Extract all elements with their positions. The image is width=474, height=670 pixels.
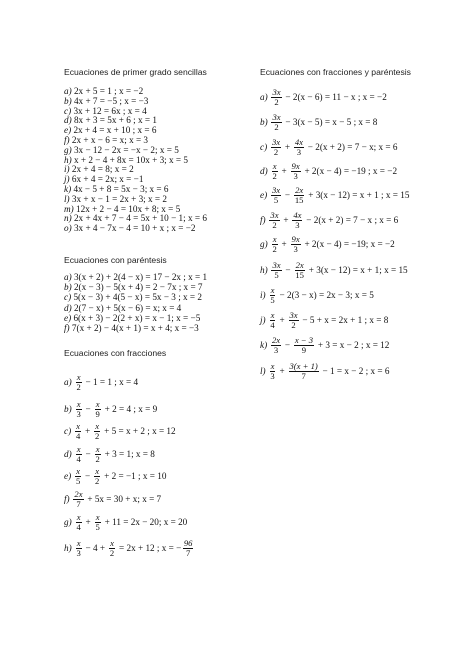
equation-text: 2x + 4 = 8; x = 2 bbox=[71, 164, 134, 175]
fraction bbox=[294, 138, 304, 157]
item-label: a) bbox=[64, 272, 74, 282]
fraction-denominator: 7 bbox=[301, 370, 306, 381]
fraction-denominator: 2 bbox=[291, 319, 296, 330]
item-label: a) bbox=[64, 86, 74, 96]
equation-text: 3(x + 2) + 2(4 − x) = 17 − 2x ; x = 1 bbox=[73, 272, 208, 282]
fraction-numerator: x bbox=[76, 420, 80, 431]
fraction-numerator: x bbox=[270, 360, 275, 371]
fraction-denominator: 5 bbox=[75, 475, 81, 486]
item-label: f) bbox=[64, 494, 72, 504]
fraction-denominator: 3 bbox=[76, 547, 81, 558]
fraction-equation-line bbox=[260, 111, 377, 133]
fraction bbox=[271, 138, 281, 157]
fraction bbox=[271, 336, 281, 355]
equation-text: 2x + 4 = x + 10 ; x = 6 bbox=[73, 125, 157, 136]
fraction-denominator: 4 bbox=[76, 521, 81, 532]
item-label: e) bbox=[64, 312, 74, 323]
item-label: b) bbox=[260, 117, 270, 127]
item-label: i) bbox=[260, 290, 268, 300]
operator-text: − 4 + bbox=[83, 543, 108, 553]
fraction bbox=[95, 445, 101, 464]
fraction-numerator: x bbox=[270, 284, 275, 295]
fraction-denominator: 7 bbox=[185, 547, 191, 558]
section-heading: Ecuaciones con paréntesis bbox=[64, 255, 167, 265]
fraction-numerator: x bbox=[270, 309, 275, 320]
operator-text: + bbox=[279, 239, 290, 249]
operator-text: + bbox=[277, 366, 287, 376]
fraction bbox=[269, 362, 275, 381]
fraction-denominator: 5 bbox=[274, 269, 279, 280]
fraction-equation-line bbox=[260, 284, 374, 306]
fraction-denominator: 4 bbox=[75, 430, 81, 441]
fraction-equation-line bbox=[260, 160, 397, 182]
fraction-denominator: 5 bbox=[273, 194, 279, 205]
fraction-equation-line bbox=[64, 371, 138, 393]
fraction-equation-line bbox=[64, 537, 195, 559]
equation-text: − 1 = x − 2 ; x = 6 bbox=[320, 366, 390, 376]
fraction bbox=[271, 88, 281, 107]
fraction bbox=[95, 513, 101, 532]
item-label: a) bbox=[64, 377, 74, 387]
item-label: e) bbox=[64, 125, 74, 136]
fraction-denominator: 2 bbox=[272, 243, 277, 254]
item-label: m) bbox=[64, 203, 76, 214]
fraction-numerator: 96 bbox=[183, 537, 193, 548]
equation-text: − 5 + x = 2x + 1 ; x = 8 bbox=[300, 315, 389, 325]
equation-text: − 2(3 − x) = 2x − 3; x = 5 bbox=[277, 290, 374, 300]
equation-text: 12x + 2 − 4 = 10x + 8; x = 5 bbox=[76, 203, 181, 214]
equation-text: 2(x − 3) − 5(x + 4) = 2 − 7x ; x = 7 bbox=[73, 282, 203, 293]
equation-text: + 2(x − 4) = −19; x = −2 bbox=[302, 239, 395, 249]
fraction-equation-line bbox=[260, 334, 389, 356]
fraction-numerator: x bbox=[272, 160, 277, 171]
fraction bbox=[294, 336, 314, 355]
fraction-numerator: 2x bbox=[295, 259, 304, 270]
fraction bbox=[291, 162, 301, 181]
fraction-equation-line bbox=[260, 136, 397, 158]
operator-text: − bbox=[83, 404, 94, 414]
equation-text: 3x − 12 − 2x = −x − 2; x = 5 bbox=[73, 144, 179, 155]
equation-text: 2(7 − x) + 5(x − 6) = x; x = 4 bbox=[73, 302, 182, 313]
equation-line bbox=[64, 272, 207, 283]
equation-text: + 2 = 4 ; x = 9 bbox=[102, 404, 158, 414]
fraction-denominator: 4 bbox=[76, 453, 81, 464]
equation-text: + 3(x − 12) = x + 1; x = 15 bbox=[306, 265, 408, 275]
equation-text: 3x + x − 1 = 2x + 3; x = 2 bbox=[71, 193, 167, 204]
fraction-denominator: 3 bbox=[270, 370, 275, 381]
fraction-equation-line bbox=[64, 443, 155, 465]
fraction-denominator: 3 bbox=[273, 344, 279, 355]
item-label: h) bbox=[260, 265, 270, 275]
equation-text: 2x + x − 6 = x; x = 3 bbox=[71, 135, 149, 145]
fraction bbox=[271, 261, 281, 280]
fraction-equation-line bbox=[260, 184, 409, 206]
fraction-numerator: 3x bbox=[272, 259, 281, 270]
equation-text: 3x + 4 − 7x − 4 = 10 + x ; x = −2 bbox=[73, 223, 196, 234]
fraction-denominator: 2 bbox=[76, 381, 81, 392]
equation-line bbox=[64, 303, 181, 314]
fraction bbox=[269, 211, 279, 230]
item-label: n) bbox=[64, 213, 74, 224]
equation-text: x + 2 − 4 + 8x = 10x + 3; x = 5 bbox=[73, 154, 188, 165]
fraction-equation-line bbox=[260, 309, 388, 331]
item-label: f) bbox=[260, 215, 268, 225]
fraction-denominator: 9 bbox=[95, 408, 100, 419]
fraction-denominator: 2 bbox=[95, 475, 100, 486]
equation-text: − 3(x − 5) = x − 5 ; x = 8 bbox=[283, 117, 378, 127]
operator-text: + bbox=[83, 517, 94, 527]
operator-text: − bbox=[282, 340, 293, 350]
item-label: d) bbox=[64, 115, 74, 126]
fraction bbox=[294, 186, 305, 205]
fraction-denominator: 2 bbox=[95, 430, 100, 441]
equation-text: 4x + 7 = −5 ; x = −3 bbox=[73, 95, 149, 106]
operator-text: + bbox=[279, 166, 290, 176]
fraction-numerator: x bbox=[95, 443, 100, 454]
fraction-denominator: 2 bbox=[274, 121, 279, 132]
fraction-numerator: 3x bbox=[271, 136, 281, 147]
fraction bbox=[291, 235, 301, 254]
fraction bbox=[269, 286, 275, 305]
fraction-denominator: 2 bbox=[109, 547, 115, 558]
equation-text: − 2(x + 2) = 7 − x ; x = 6 bbox=[303, 215, 399, 225]
fraction-denominator: 3 bbox=[295, 219, 300, 230]
equation-text: − 2(x + 2) = 7 − x; x = 6 bbox=[305, 142, 398, 152]
fraction bbox=[94, 422, 100, 441]
fraction-denominator: 2 bbox=[272, 170, 277, 181]
equation-text: + 5 = x + 2 ; x = 12 bbox=[101, 426, 176, 436]
item-label: h) bbox=[64, 154, 74, 165]
fraction-numerator: 4x bbox=[293, 209, 302, 220]
item-label: k) bbox=[260, 340, 270, 350]
fraction-numerator: x − 3 bbox=[294, 334, 314, 345]
fraction-numerator: x bbox=[272, 233, 277, 244]
fraction bbox=[289, 311, 299, 330]
fraction-numerator: x bbox=[95, 465, 100, 476]
fraction-numerator: x bbox=[76, 537, 81, 548]
item-label: j) bbox=[260, 315, 268, 325]
item-label: a) bbox=[260, 92, 270, 102]
item-label: c) bbox=[64, 105, 74, 116]
fraction-numerator: 2x bbox=[74, 488, 83, 499]
fraction bbox=[271, 235, 277, 254]
fraction-denominator: 2 bbox=[95, 453, 100, 464]
equation-text: + 3 = 1; x = 8 bbox=[102, 449, 155, 459]
fraction-numerator: x bbox=[76, 511, 81, 522]
fraction-denominator: 5 bbox=[270, 294, 275, 305]
section-heading: Ecuaciones con fracciones bbox=[64, 348, 167, 358]
fraction-numerator: 3x bbox=[271, 184, 281, 195]
fraction-numerator: 3x bbox=[289, 309, 298, 320]
fraction bbox=[75, 513, 81, 532]
equation-text: − 2(x − 6) = 11 − x ; x = −2 bbox=[283, 92, 387, 102]
item-label: c) bbox=[260, 142, 270, 152]
fraction bbox=[183, 539, 194, 558]
operator-text: − bbox=[282, 190, 293, 200]
item-label: l) bbox=[260, 366, 268, 376]
equation-text: + 5x = 30 + x; x = 7 bbox=[85, 494, 162, 504]
equation-text: 2x + 4x + 7 − 4 = 5x + 10 − 1; x = 6 bbox=[73, 213, 207, 224]
equation-text: 6x + 4 = 2x; x = −1 bbox=[71, 174, 144, 185]
fraction bbox=[75, 400, 81, 419]
fraction-denominator: 3 bbox=[293, 243, 298, 254]
fraction-denominator: 15 bbox=[295, 269, 304, 280]
equation-text: = 2x + 12 ; x = − bbox=[116, 543, 182, 553]
fraction-numerator: 2x bbox=[271, 334, 281, 345]
fraction-denominator: 5 bbox=[95, 521, 100, 532]
fraction-equation-line bbox=[260, 259, 408, 281]
equation-line bbox=[64, 292, 202, 303]
equation-line bbox=[64, 323, 199, 334]
item-label: b) bbox=[64, 95, 74, 106]
equation-text: − 1 = 1 ; x = 4 bbox=[83, 377, 139, 387]
fraction-numerator: 2x bbox=[295, 184, 304, 195]
fraction-equation-line bbox=[64, 398, 157, 420]
equation-text: 3x + 12 = 6x ; x = 4 bbox=[73, 105, 147, 116]
fraction-equation-line bbox=[64, 511, 187, 533]
fraction-equation-line bbox=[260, 360, 389, 382]
item-label: d) bbox=[260, 166, 270, 176]
fraction bbox=[289, 362, 319, 381]
item-label: f) bbox=[64, 135, 72, 145]
fraction bbox=[294, 261, 305, 280]
fraction bbox=[95, 400, 101, 419]
item-label: d) bbox=[64, 449, 74, 459]
fraction-numerator: x bbox=[76, 398, 81, 409]
equation-line bbox=[64, 282, 203, 293]
operator-text: + bbox=[282, 142, 293, 152]
fraction-numerator: 3x bbox=[270, 209, 279, 220]
operator-text: + bbox=[277, 315, 287, 325]
fraction-denominator: 15 bbox=[294, 194, 304, 205]
equation-text: 4x − 5 + 8 = 5x − 3; x = 6 bbox=[73, 184, 169, 194]
equation-text: 8x + 3 = 5x + 6 ; x = 1 bbox=[73, 115, 157, 126]
equation-text: + 3 = x − 2 ; x = 12 bbox=[315, 340, 390, 350]
fraction-equation-line bbox=[64, 420, 176, 442]
fraction-denominator: 2 bbox=[274, 96, 279, 107]
item-label: j) bbox=[64, 174, 72, 185]
operator-text: − bbox=[83, 449, 94, 459]
fraction-numerator: x bbox=[110, 537, 114, 548]
item-label: e) bbox=[64, 471, 74, 481]
fraction-denominator: 3 bbox=[76, 408, 81, 419]
fraction bbox=[271, 186, 281, 205]
operator-text: − bbox=[82, 471, 93, 481]
equation-text: + 11 = 2x − 20; x = 20 bbox=[102, 517, 188, 527]
section-heading: Ecuaciones de primer grado sencillas bbox=[64, 67, 207, 77]
item-label: g) bbox=[64, 144, 74, 155]
fraction-equation-line bbox=[260, 209, 398, 231]
fraction-numerator: 3(x + 1) bbox=[289, 360, 318, 371]
fraction bbox=[292, 211, 302, 230]
fraction-equation-line bbox=[260, 233, 395, 255]
equation-text: 7(x + 2) − 4(x + 1) = x + 4; x = −3 bbox=[71, 323, 199, 333]
fraction-denominator: 2 bbox=[272, 219, 277, 230]
equation-text: + 2(x − 4) = −19 ; x = −2 bbox=[302, 166, 398, 176]
item-label: d) bbox=[64, 302, 74, 313]
fraction-numerator: x bbox=[95, 511, 100, 522]
fraction-numerator: x bbox=[95, 398, 100, 409]
equation-text: + 2 = −1 ; x = 10 bbox=[101, 471, 167, 481]
fraction-numerator: x bbox=[76, 371, 81, 382]
fraction-numerator: x bbox=[76, 465, 80, 476]
fraction bbox=[109, 539, 115, 558]
fraction-equation-line bbox=[64, 465, 166, 487]
fraction-numerator: 3x bbox=[272, 111, 281, 122]
item-label: c) bbox=[64, 426, 74, 436]
item-label: i) bbox=[64, 164, 72, 175]
item-label: f) bbox=[64, 323, 72, 333]
equation-text: 2x + 5 = 1 ; x = −2 bbox=[73, 86, 144, 96]
equation-line bbox=[64, 313, 200, 324]
fraction bbox=[75, 422, 81, 441]
fraction-denominator: 9 bbox=[301, 344, 307, 355]
item-label: c) bbox=[64, 292, 74, 303]
fraction bbox=[271, 113, 281, 132]
fraction-numerator: x bbox=[76, 443, 81, 454]
fraction-numerator: 3x bbox=[272, 86, 281, 97]
section-heading: Ecuaciones con fracciones y paréntesis bbox=[260, 67, 411, 77]
fraction-denominator: 3 bbox=[293, 170, 298, 181]
fraction bbox=[75, 445, 81, 464]
equation-text: 5(x − 3) + 4(5 − x) = 5x − 3 ; x = 2 bbox=[73, 292, 203, 303]
operator-text: − bbox=[283, 265, 293, 275]
fraction-numerator: x bbox=[95, 420, 100, 431]
fraction-numerator: 4x bbox=[294, 136, 303, 147]
fraction bbox=[73, 490, 83, 509]
item-label: o) bbox=[64, 223, 74, 234]
fraction-denominator: 7 bbox=[76, 498, 81, 509]
fraction-denominator: 2 bbox=[273, 146, 279, 157]
equation-line bbox=[64, 223, 195, 234]
item-label: h) bbox=[64, 543, 74, 553]
fraction bbox=[75, 373, 81, 392]
fraction bbox=[271, 162, 277, 181]
item-label: b) bbox=[64, 404, 74, 414]
item-label: l) bbox=[64, 193, 72, 204]
item-label: g) bbox=[64, 517, 74, 527]
fraction-numerator: 9x bbox=[291, 160, 300, 171]
item-label: g) bbox=[260, 239, 270, 249]
fraction-denominator: 3 bbox=[296, 146, 302, 157]
fraction bbox=[75, 467, 81, 486]
fraction-denominator: 4 bbox=[270, 319, 275, 330]
item-label: b) bbox=[64, 282, 74, 293]
operator-text: + bbox=[281, 215, 291, 225]
fraction bbox=[75, 539, 81, 558]
fraction-numerator: 9x bbox=[291, 233, 300, 244]
fraction-equation-line bbox=[64, 488, 161, 510]
item-label: k) bbox=[64, 184, 74, 194]
equation-text: + 3(x − 12) = x + 1 ; x = 15 bbox=[305, 190, 410, 200]
fraction bbox=[269, 311, 275, 330]
fraction bbox=[94, 467, 100, 486]
item-label: e) bbox=[260, 190, 270, 200]
operator-text: + bbox=[82, 426, 93, 436]
equation-text: 6(x + 3) − 2(2 + x) = x − 1; x = −5 bbox=[73, 312, 201, 323]
fraction-equation-line bbox=[260, 86, 387, 108]
